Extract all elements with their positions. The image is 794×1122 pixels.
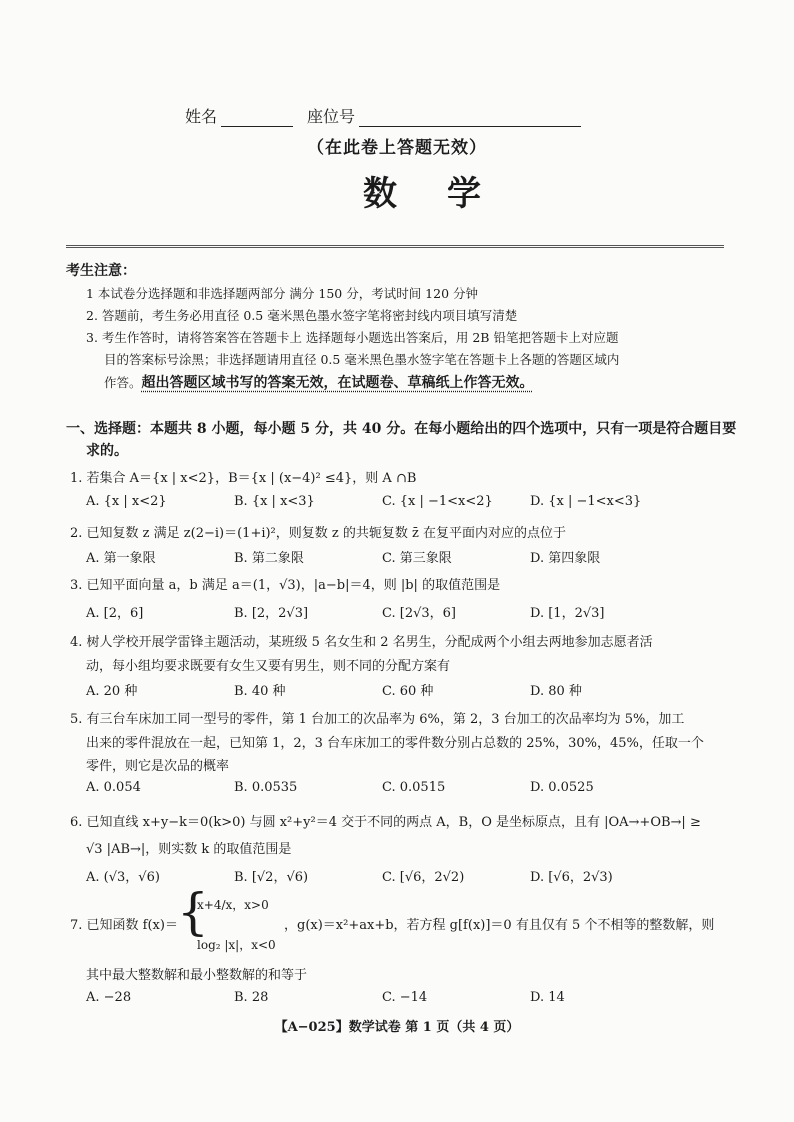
- piecewise-brace: {: [177, 883, 209, 941]
- option-c: C. {x | −1<x<2}: [382, 494, 493, 509]
- option-a: A. [2，6]: [86, 606, 144, 621]
- option-d: D. [√6，2√3): [530, 870, 613, 885]
- section-heading: 一、选择题：本题共 8 小题，每小题 5 分，共 40 分。在每小题给出的四个选项中，只有一项是符合题目要: [66, 421, 737, 437]
- option-b: B. [√2，√6): [234, 870, 309, 885]
- option-d: D. 0.0525: [530, 780, 594, 795]
- question-6-options: [86, 866, 746, 884]
- notice-warning-text: 超出答题区域书写的答案无效，在试题卷、草稿纸上作答无效。: [141, 375, 534, 391]
- question-5: 5. 有三台车床加工同一型号的零件，第 1 台加工的次品率为 6%，第 2，3 台加工的次品率均为 5%，加工: [70, 712, 685, 727]
- option-b: B. 28: [234, 990, 269, 1005]
- question-3-options: [86, 602, 746, 620]
- option-d: D. {x | −1<x<3}: [530, 494, 642, 509]
- option-a: A. {x | x<2}: [86, 494, 167, 509]
- notice-item-3: 3. 考生作答时，请将答案答在答题卡上 选择题每小题选出答案后，用 2B 铅笔把答题卡上对应题: [86, 330, 619, 345]
- question-6-cont: √3 |AB→|，则实数 k 的取值范围是: [86, 842, 292, 857]
- option-d: D. 80 种: [530, 684, 582, 699]
- option-b: B. 第二象限: [234, 551, 304, 566]
- name-blank: [221, 110, 293, 127]
- question-3: 3. 已知平面向量 a，b 满足 a＝(1，√3)，|a−b|＝4，则 |b| 的取值范围是: [70, 578, 501, 593]
- option-b: B. {x | x<3}: [234, 494, 315, 509]
- option-c: C. [2√3，6]: [382, 606, 456, 621]
- piece-2: log₂ |x|，x<0: [197, 938, 276, 952]
- question-7-options: [86, 990, 746, 1008]
- question-4: 4. 树人学校开展学雷锋主题活动，某班级 5 名女生和 2 名男生，分配成两个小组去两地参加志愿者活: [70, 635, 653, 650]
- option-a: A. −28: [86, 990, 132, 1005]
- option-a: A. (√3，√6): [86, 870, 160, 885]
- notice-item-3-prefix: 作答。: [104, 375, 142, 390]
- seat-blank: [359, 110, 581, 127]
- option-b: B. 40 种: [234, 684, 286, 699]
- question-7-text: ，g(x)＝x²+ax+b，若方程 g[f(x)]＝0 有且仅有 5 个不相等的整数解，则: [284, 918, 715, 933]
- name-label: 姓名: [185, 107, 218, 126]
- option-b: B. [2，2√3]: [234, 606, 309, 621]
- option-c: C. −14: [382, 990, 428, 1005]
- option-a: A. 0.054: [86, 780, 141, 795]
- question-6: 6. 已知直线 x+y−k＝0(k>0) 与圆 x²+y²＝4 交于不同的两点 A，B，O 是坐标原点，且有 |OA→+OB→| ≥: [70, 815, 701, 830]
- option-a: A. 第一象限: [86, 551, 156, 566]
- section-heading-cont: 求的。: [86, 443, 128, 459]
- question-1-options: [86, 494, 746, 512]
- question-5-cont-1: 出来的零件混放在一起，已知第 1，2，3 台车床加工的零件数分别占总数的 25%，30%，45%，任取一个: [86, 736, 704, 751]
- question-4-options: [86, 680, 746, 698]
- invalid-note: （在此卷上答题无效）: [307, 138, 487, 158]
- question-2: 2. 已知复数 z 满足 z(2−i)＝(1+i)²，则复数 z 的共轭复数 z̄ 在复平面内对应的点位于: [70, 526, 566, 541]
- question-2-options: [86, 547, 746, 565]
- option-d: D. [1，2√3]: [530, 606, 605, 621]
- option-d: D. 14: [530, 990, 565, 1005]
- question-4-cont: 动，每小组均要求既要有女生又要有男生，则不同的分配方案有: [86, 659, 451, 674]
- option-b: B. 0.0535: [234, 780, 298, 795]
- option-d: D. 第四象限: [530, 551, 601, 566]
- option-c: C. 0.0515: [382, 780, 446, 795]
- header-divider: [66, 245, 724, 248]
- piece-1: x+4/x，x>0: [197, 898, 269, 912]
- question-5-cont-2: 零件，则它是次品的概率: [86, 759, 230, 774]
- seat-label: 座位号: [307, 107, 356, 126]
- notice-item-1: 1 本试卷分选择题和非选择题两部分 满分 150 分，考试时间 120 分钟: [86, 286, 479, 301]
- question-5-options: [86, 780, 746, 798]
- notice-item-3-cont: 目的答案标号涂黑；非选择题请用直径 0.5 毫米黑色墨水签字笔在答题卡上各题的答题区域内: [104, 352, 620, 367]
- name-seat-line: [185, 104, 581, 127]
- page-footer: 【A−025】数学试卷 第 1 页（共 4 页）: [274, 1020, 520, 1035]
- notice-item-2: 2. 答题前，考生务必用直径 0.5 毫米黑色墨水签字笔将密封线内项目填写清楚: [86, 308, 518, 323]
- notice-title: 考生注意：: [66, 263, 136, 279]
- question-7-prefix: 7. 已知函数 f(x)＝: [70, 918, 178, 933]
- option-c: C. 第三象限: [382, 551, 452, 566]
- option-c: C. 60 种: [382, 684, 434, 699]
- option-a: A. 20 种: [86, 684, 138, 699]
- question-7-cont: 其中最大整数解和最小整数解的和等于: [86, 968, 308, 983]
- notice-item-3-warning: [104, 372, 534, 392]
- page-title: 数学: [363, 174, 531, 214]
- option-c: C. [√6，2√2): [382, 870, 465, 885]
- question-1: 1. 若集合 A＝{x | x<2}，B＝{x | (x−4)² ≤4}，则 A ∩B: [70, 471, 417, 486]
